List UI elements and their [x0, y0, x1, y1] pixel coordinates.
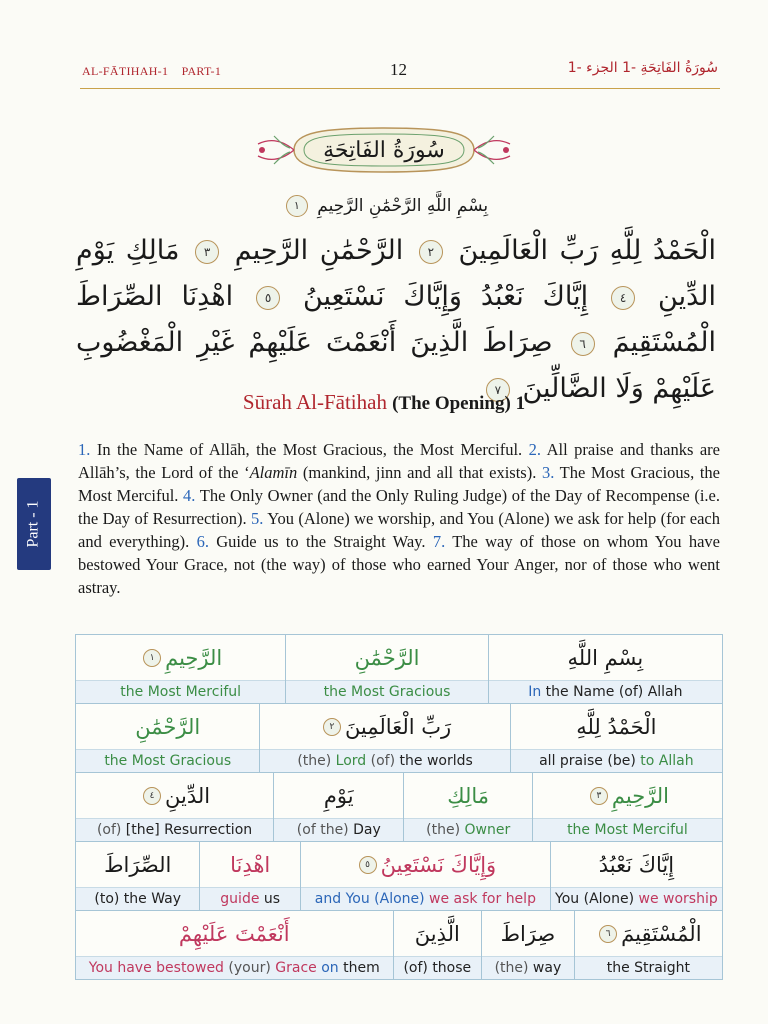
word-english-segment: the worlds: [395, 753, 473, 769]
word-english-segment: to Allah: [635, 753, 694, 769]
word-english: [301, 887, 550, 910]
word-arabic-text: الدِّينِ: [165, 783, 211, 808]
ayah-marker-icon: ٦: [571, 332, 595, 356]
word-english: [76, 956, 393, 979]
verse-text: Guide us to the Straight Way.: [208, 532, 433, 551]
word-arabic: [301, 842, 550, 887]
word-arabic: [200, 842, 300, 887]
word-cell: [551, 842, 722, 910]
word-arabic: [575, 911, 722, 956]
word-arabic: [76, 704, 259, 749]
surah-title-subtitle: (The Opening) 1: [392, 393, 526, 414]
word-english-segment: Resurrection: [159, 822, 253, 838]
ayah-marker-icon: ٥: [359, 856, 377, 874]
ayah-text: اهْدِنَا الصِّرَاطَ الْمُسْتَقِيمَ: [76, 281, 716, 358]
word-arabic: [274, 773, 403, 818]
word-arabic: [404, 773, 531, 818]
verse-number: 5.: [251, 509, 264, 528]
word-english: [260, 749, 509, 772]
word-cell: [76, 704, 260, 772]
word-english: [76, 680, 285, 703]
ayah-marker-icon: ١: [143, 649, 161, 667]
header-divider: [80, 88, 720, 89]
english-translation: [78, 438, 720, 599]
part-side-tab: [17, 478, 51, 570]
word-english-segment: (of): [96, 822, 122, 838]
word-english: [533, 818, 722, 841]
word-arabic-text: رَبِّ الْعَالَمِينَ: [344, 714, 452, 739]
table-row: [76, 704, 722, 773]
header-left: [82, 64, 221, 79]
word-english: [551, 887, 722, 910]
word-english-segment: us: [259, 891, 281, 907]
verse-text: All praise and thanks are Allāh’s, the Lord of the ‘: [78, 440, 720, 482]
word-english-segment: we worship: [634, 891, 718, 907]
word-arabic-text: الرَّحْمَٰنِ: [354, 645, 420, 670]
ayah-marker-icon: ٤: [143, 787, 161, 805]
word-english-segment: Owner: [460, 822, 511, 838]
word-english-segment: the Name (of) Allah: [541, 684, 683, 700]
verse-text: The Only Owner (and the Only Ruling Judge) of the Day of Recompense (i.e. the Day of Resurrection).: [78, 486, 720, 528]
word-english-segment: and You (Alone): [314, 891, 425, 907]
ayah-text: إِيَّاكَ نَعْبُدُ وَإِيَّاكَ نَسْتَعِينُ: [302, 281, 589, 312]
surah-title: [0, 390, 768, 415]
surah-ornament-frame: [254, 118, 514, 182]
word-arabic-text: بِسْمِ اللَّهِ: [567, 645, 644, 670]
word-arabic: [260, 704, 509, 749]
word-cell: [76, 911, 394, 979]
basmala: [250, 195, 520, 217]
word-arabic: [489, 635, 722, 680]
word-arabic: [551, 842, 722, 887]
word-english-segment: Grace: [270, 960, 317, 976]
word-arabic: [76, 911, 393, 956]
word-arabic-text: أَنْعَمْتَ عَلَيْهِمْ: [178, 921, 290, 946]
ayah-marker-icon: ٢: [323, 718, 341, 736]
word-english-segment: (the): [297, 753, 332, 769]
ayah-text: مَالِكِ يَوْمِ الدِّينِ: [76, 235, 716, 312]
word-cell: [76, 842, 200, 910]
word-arabic: [76, 842, 199, 887]
word-english-segment: (the): [426, 822, 461, 838]
basmala-text: بِسْمِ اللَّهِ الرَّحْمَٰنِ الرَّحِيمِ: [317, 196, 489, 216]
word-arabic: [76, 773, 273, 818]
header-surah-title: AL-FĀTIHAH-1: [82, 64, 169, 78]
ayah-text: الْحَمْدُ لِلَّهِ رَبِّ الْعَالَمِينَ: [458, 235, 716, 266]
word-english-segment: (the): [494, 960, 529, 976]
verse-text: The way of those on whom You have bestowed Your Grace, not (the way) of those who earned Your Anger, nor of those who went astray.: [78, 532, 720, 597]
word-english-segment: In: [528, 684, 542, 700]
verse-text: In the Name of Allāh, the Most Gracious, the Most Merciful.: [90, 440, 529, 459]
table-row: [76, 773, 722, 842]
page-number: 12: [390, 60, 407, 79]
word-english-segment: guide: [220, 891, 260, 907]
ornament-title: سُورَةُ الفَاتِحَةِ: [323, 137, 445, 163]
word-cell: [489, 635, 722, 703]
word-cell: [301, 842, 551, 910]
word-english: [286, 680, 487, 703]
word-english: [394, 956, 482, 979]
word-cell: [286, 635, 488, 703]
word-cell: [260, 704, 510, 772]
word-english-segment: [the]: [121, 822, 160, 838]
word-cell: [76, 773, 274, 841]
verse-text: You (Alone) we worship, and You (Alone) we ask for help (for each and everything).: [78, 509, 720, 551]
word-arabic-text: الْمُسْتَقِيمَ: [621, 921, 702, 946]
word-arabic-text: الَّذِينَ: [414, 921, 460, 946]
word-english: [76, 749, 259, 772]
word-cell: [482, 911, 575, 979]
ayah-marker-icon: ٣: [195, 240, 219, 264]
word-cell: [200, 842, 301, 910]
word-arabic-text: الرَّحْمَٰنِ: [135, 714, 201, 739]
verse-text: (mankind, jinn and all that exists).: [297, 463, 542, 482]
word-arabic-text: إِيَّاكَ نَعْبُدُ: [598, 852, 675, 877]
word-english-segment: (of the): [296, 822, 349, 838]
word-english-segment: Day: [348, 822, 381, 838]
word-arabic: [76, 635, 285, 680]
word-cell: [76, 635, 286, 703]
word-english: [274, 818, 403, 841]
word-english-segment: on: [316, 960, 339, 976]
word-english-segment: the Most Gracious: [323, 684, 451, 700]
ayah-marker-icon: ٥: [256, 286, 280, 310]
table-row: [76, 635, 722, 704]
word-english: [489, 680, 722, 703]
ayah-marker-icon: ٦: [599, 925, 617, 943]
word-cell: [575, 911, 722, 979]
word-english-segment: You have bestowed: [88, 960, 224, 976]
word-arabic: [533, 773, 722, 818]
verse-italic-term: Alamīn: [249, 463, 298, 482]
header-part: PART-1: [181, 64, 222, 78]
verse-number: 4.: [183, 486, 196, 505]
verse-number: 6.: [196, 532, 209, 551]
surah-title-name: Sūrah Al-Fātihah: [242, 390, 387, 414]
word-by-word-table: [75, 634, 723, 980]
verse-text: The Most Gracious, the Most Merciful.: [78, 463, 720, 505]
ayah-marker-icon: ١: [286, 195, 308, 217]
word-english: [76, 887, 199, 910]
word-arabic-text: مَالِكِ: [447, 783, 490, 808]
word-english-segment: You (Alone): [555, 891, 635, 907]
word-english-segment: we ask for help: [424, 891, 536, 907]
ayah-marker-icon: ٣: [590, 787, 608, 805]
word-english-segment: way: [528, 960, 562, 976]
word-arabic-text: يَوْمِ: [323, 783, 354, 808]
word-english: [575, 956, 722, 979]
word-english: [200, 887, 300, 910]
word-cell: [533, 773, 722, 841]
ayah-text: الرَّحْمَٰنِ الرَّحِيمِ: [234, 235, 404, 266]
arabic-verses: [76, 228, 716, 412]
word-arabic-text: الصِّرَاطَ: [104, 852, 172, 877]
word-english-segment: Lord: [331, 753, 367, 769]
verse-number: 7.: [432, 532, 446, 551]
word-english: [404, 818, 531, 841]
word-english-segment: the Most Merciful: [567, 822, 688, 838]
word-english-segment: (to) the Way: [94, 891, 182, 907]
verse-number: 2.: [528, 440, 542, 459]
page-header: [80, 56, 720, 90]
word-arabic-text: الرَّحِيمِ: [165, 645, 223, 670]
word-english-segment: the Most Merciful: [120, 684, 242, 700]
word-english-segment: all praise (be): [539, 753, 636, 769]
word-english-segment: the Straight: [606, 960, 690, 976]
word-arabic-text: صِرَاطَ: [500, 921, 556, 946]
word-english-segment: (of): [366, 753, 396, 769]
table-row: [76, 911, 722, 979]
word-arabic-text: الْحَمْدُ لِلَّهِ: [576, 714, 657, 739]
ayah-marker-icon: ٤: [611, 286, 635, 310]
word-arabic-text: اهْدِنَا: [230, 852, 271, 877]
word-cell: [511, 704, 722, 772]
word-english: [76, 818, 273, 841]
word-english: [511, 749, 722, 772]
word-arabic: [394, 911, 482, 956]
word-arabic: [286, 635, 487, 680]
word-arabic-text: الرَّحِيمِ: [611, 783, 669, 808]
word-cell: [404, 773, 532, 841]
word-english-segment: them: [338, 960, 380, 976]
header-arabic-title: سُورَةُ الفَاتِحَةِ -1 الجزء -1: [567, 60, 718, 76]
ayah-marker-icon: ٧: [486, 378, 510, 402]
word-arabic: [511, 704, 722, 749]
ayah-text: صِرَاطَ الَّذِينَ أَنْعَمْتَ عَلَيْهِمْ غَيْرِ الْمَغْضُوبِ عَلَيْهِمْ وَلَا الضَّالِّينَ: [76, 327, 716, 404]
word-english-segment: (your): [223, 960, 271, 976]
verse-number: 3.: [541, 463, 555, 482]
word-cell: [394, 911, 483, 979]
word-arabic: [482, 911, 574, 956]
verse-number: 1.: [78, 440, 91, 459]
table-row: [76, 842, 722, 911]
word-english-segment: the Most Gracious: [104, 753, 232, 769]
word-english-segment: (of) those: [403, 960, 472, 976]
ayah-marker-icon: ٢: [419, 240, 443, 264]
part-side-tab-label: Part - 1: [25, 500, 43, 548]
word-cell: [274, 773, 404, 841]
word-arabic-text: وَإِيَّاكَ نَسْتَعِينُ: [380, 852, 497, 877]
word-english: [482, 956, 574, 979]
